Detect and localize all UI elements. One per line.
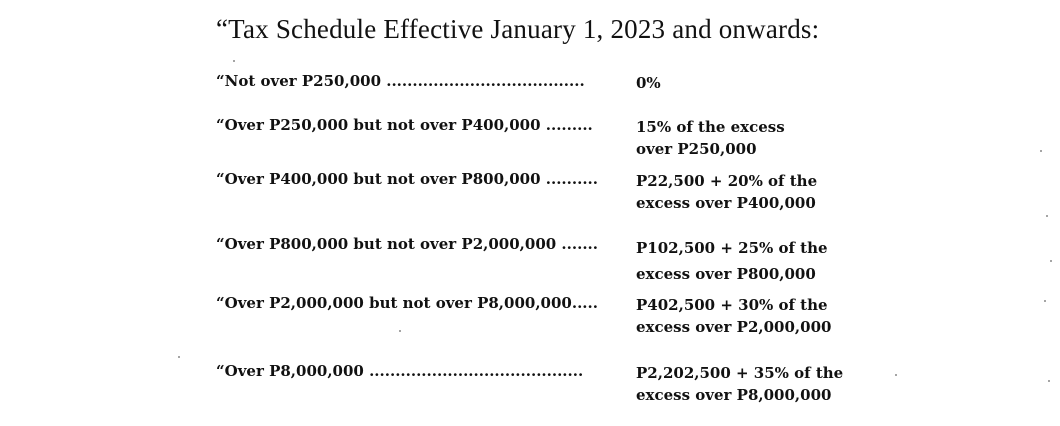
scan-speck <box>1044 300 1046 302</box>
schedule-row <box>216 72 856 120</box>
bracket-label: “Over P800,000 but not over P2,000,000 ....... <box>216 235 598 253</box>
tax-rate-line2: excess over P2,000,000 <box>636 318 832 336</box>
tax-rate <box>636 72 661 94</box>
tax-rate-line1: P402,500 + 30% of the <box>636 296 828 314</box>
scan-speck <box>1048 380 1050 382</box>
scan-speck <box>178 356 180 358</box>
scan-speck <box>1050 260 1052 262</box>
tax-rate <box>636 294 831 338</box>
schedule-row <box>216 116 856 164</box>
bracket-label: “Not over P250,000 ...................................... <box>216 72 585 90</box>
bracket-label: “Over P250,000 but not over P400,000 ......... <box>216 116 593 134</box>
tax-rate-line2: excess over P8,000,000 <box>636 386 832 404</box>
schedule-row <box>216 362 856 410</box>
tax-rate <box>636 235 828 287</box>
tax-rate <box>636 170 817 214</box>
bracket-label: “Over P2,000,000 but not over P8,000,000..... <box>216 294 598 312</box>
tax-rate-line1: P2,202,500 + 35% of the <box>636 364 844 382</box>
tax-rate-line2: over P250,000 <box>636 140 757 158</box>
scan-speck <box>895 374 897 376</box>
tax-rate-line1: 15% of the excess <box>636 118 785 136</box>
bracket-label: “Over P400,000 but not over P800,000 .......... <box>216 170 598 188</box>
schedule-title: “Tax Schedule Effective January 1, 2023 and onwards: <box>216 14 820 44</box>
schedule-row <box>216 294 856 342</box>
tax-rate <box>636 116 785 160</box>
tax-rate-line1: P22,500 + 20% of the <box>636 172 818 190</box>
scan-speck <box>1040 150 1042 152</box>
bracket-label: “Over P8,000,000 ......................................... <box>216 362 584 380</box>
tax-rate-line2: excess over P800,000 <box>636 265 816 283</box>
scan-speck <box>1046 215 1048 217</box>
tax-rate-line2: excess over P400,000 <box>636 194 816 212</box>
schedule-row <box>216 170 856 218</box>
tax-rate-line1: 0% <box>636 74 661 92</box>
tax-rate-line1: P102,500 + 25% of the <box>636 239 828 257</box>
scan-speck <box>233 60 235 62</box>
tax-rate <box>636 362 843 406</box>
scan-speck <box>399 330 401 332</box>
schedule-row <box>216 235 856 283</box>
